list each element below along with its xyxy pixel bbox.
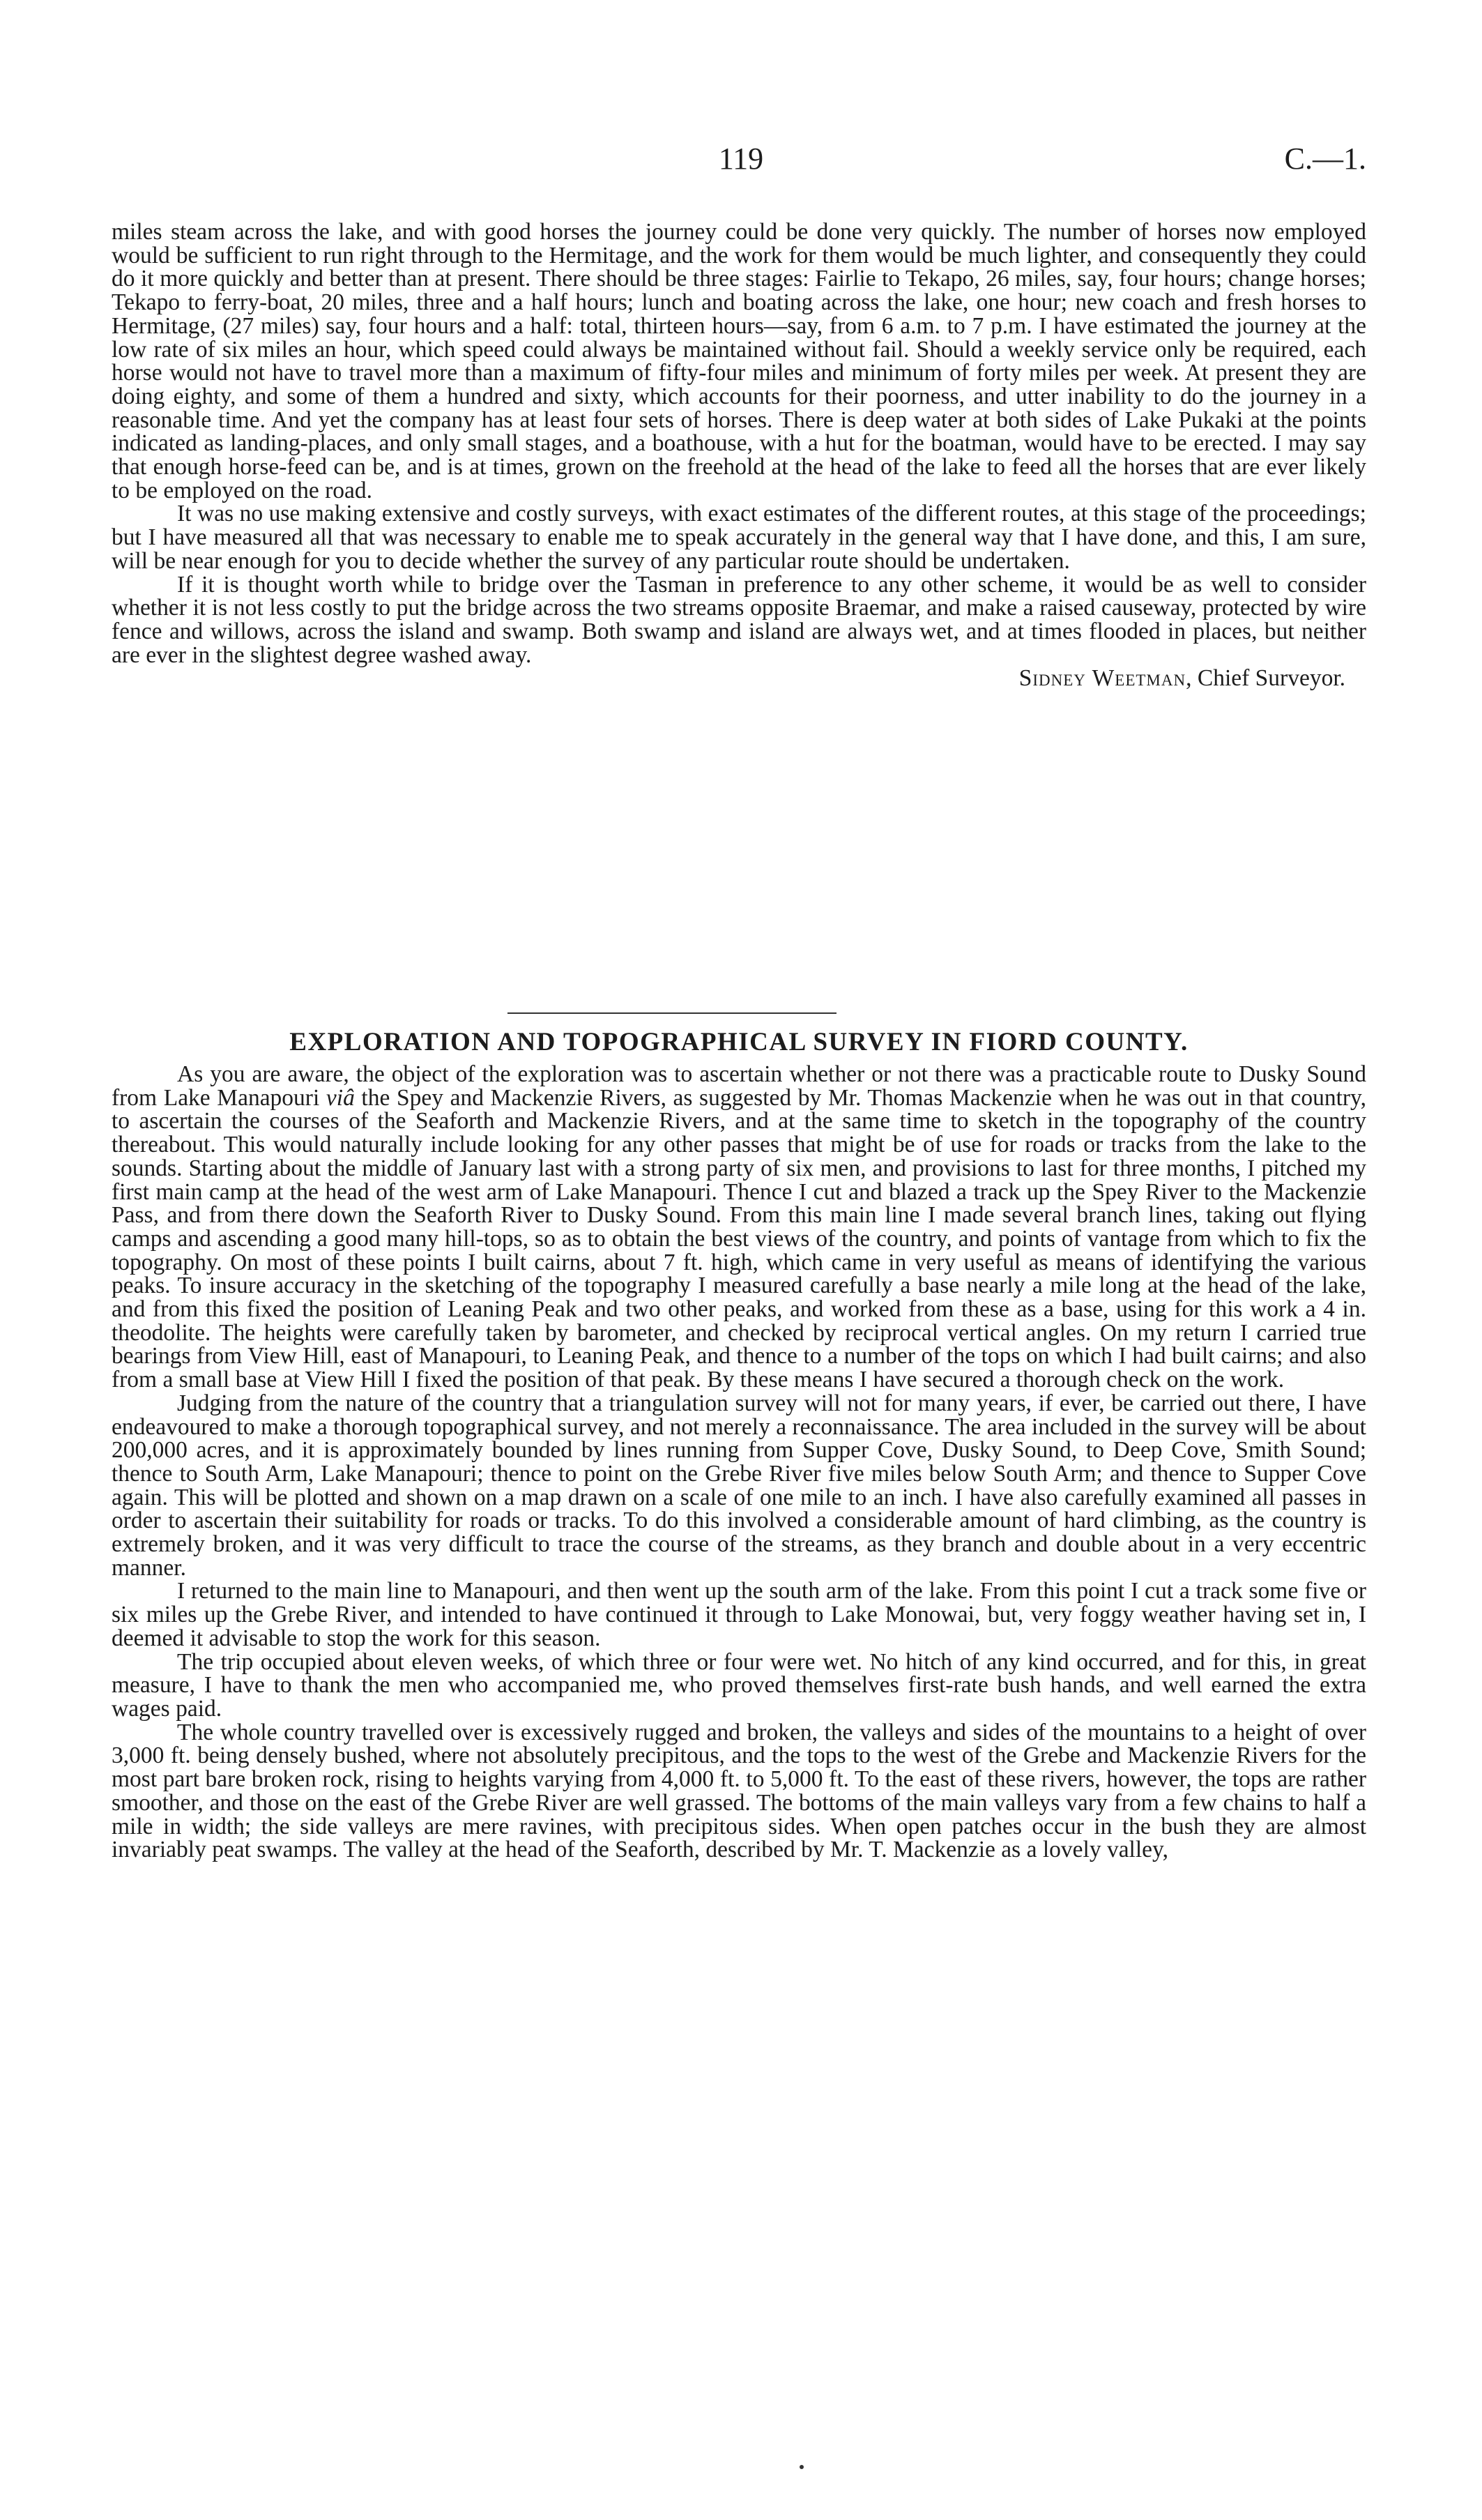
signature-name: Sidney Weetman [1018,665,1186,692]
stray-mark [800,2465,804,2469]
section-weetman-report [112,220,1366,690]
section-divider [507,1012,837,1014]
page-number: 119 [718,142,764,176]
paragraph: miles steam across the lake, and with good horses the journey could be done very quickly. The number of horses now employed would be sufficient to run right through to the Hermitage, and the work for them would be much lighter, and consequently they could do it more quickly and better than at present. There should be three stages: Fairlie to Tekapo, 26 miles, say, four hours; change horses; Tekapo to ferry-boat, 20 miles, three and a half hours; lunch and boating across the lake, one hour; new coach and fresh horses to Hermitage, (27 miles) say, four hours and a half: total, thirteen hours—say, from 6 a.m. to 7 p.m. I have estimated the journey at the low rate of six miles an hour, which speed could always be maintained without fail. Should a weekly service only be required, each horse would not have to travel more than a maximum of fifty-four miles and minimum of forty miles per week. At present they are doing eighty, and some of them a hundred and sixty, which accounts for their poorness, and utter inability to do the journey in a reasonable time. And yet the company has at least four sets of horses. There is deep water at both sides of Lake Pukaki at the points indicated as landing-places, and only small stages, and a boathouse, with a hut for the boatman, would have to be erected. I may say that enough horse-feed can be, and is at times, grown on the freehold at the head of the lake to feed all the horses that are ever likely to be employed on the road. [112,219,1366,503]
section-fiord-county [112,1063,1366,1862]
paragraph: Judging from the nature of the country that a triangulation survey will not for many years, if ever, be carried out there, I have endeavoured to make a thorough topographical survey, and not merely a reconnaissance. The area included in the survey will be about 200,000 acres, and it is approximately bounded by lines running from Supper Cove, Dusky Sound, to Deep Cove, Smith Sound; thence to South Arm, Lake Manapouri; thence to point on the Grebe River five miles below South Arm; and thence to Supper Cove again. This will be plotted and shown on a map drawn on a scale of one mile to an inch. I have also carefully examined all passes in order to ascertain their suitability for roads or tracks. To do this involved a considerable amount of hard climbing, as the country is extremely broken, and it was very difficult to trace the course of the streams, as they branch and double about in a very eccentric manner. [112,1390,1366,1581]
paragraph: I returned to the main line to Manapouri, and then went up the south arm of the lake. From this point I cut a track some five or six miles up the Grebe River, and intended to have continued it through to Lake Monowai, but, very foggy weather having set in, I deemed it advisable to stop the work for this season. [112,1578,1366,1651]
paragraph-text: As you are aware, the object of the exploration was to ascertain whether or not there was a practicable route to Dusky Sound from Lake Manapouri [112,1061,1366,1111]
signature [112,667,1366,690]
document-code: C.—1. [1284,142,1366,176]
paragraph [112,1063,1366,1392]
paragraph-text: the Spey and Mackenzie Rivers, as suggested by Mr. Thomas Mackenzie when he was out in that country, to ascertain the courses of the Seaforth and Mackenzie Rivers, and at the same time to sketch in the topography of the country thereabout. This would naturally include looking for any other passes that might be of use for roads or tracks from the lake to the sounds. Starting about the middle of January last with a strong party of six men, and provisions to last for three months, I pitched my first main camp at the head of the west arm of Lake Manapouri. Thence I cut and blazed a track up the Spey River to the Mackenzie Pass, and from there down the Seaforth River to Dusky Sound. From this main line I made several branch lines, taking out flying camps and ascending a good many hill-tops, so as to obtain the best views of the country, and points of vantage from which to fix the topography. On most of these points I built cairns, about 7 ft. high, which came in very useful as means of identifying the various peaks. To insure accuracy in the sketching of the topography I measured carefully a base nearly a mile long at the head of the lake, and from this fixed the position of Leaning Peak and two other peaks, and worked from these as a base, using for this work a 4 in. theodolite. The heights were carefully taken by barometer, and checked by reciprocal vertical angles. On my return I carried true bearings from View Hill, east of Manapouri, to Leaning Peak, and thence to a number of the tops on which I had built cairns; and also from a small base at View Hill I fixed the position of that peak. By these means I have secured a thorough check on the work. [112,1084,1367,1393]
italic-via: viâ [326,1084,355,1111]
signature-title: , Chief Surveyor. [1186,665,1345,692]
paragraph: The whole country travelled over is excessively rugged and broken, the valleys and sides of the mountains to a height of over 3,000 ft. being densely bushed, where not absolutely precipitous, and the tops to the west of the Grebe and Mackenzie Rivers for the most part bare broken rock, rising to heights varying from 4,000 ft. to 5,000 ft. To the east of these rivers, however, the tops are rather smoother, and those on the east of the Grebe River are well grassed. The bottoms of the main valleys vary from a few chains to half a mile in width; the side valleys are mere ravines, with precipitous sides. When open patches occur in the bush they are almost invariably peat swamps. The valley at the head of the Seaforth, described by Mr. T. Mackenzie as a lovely valley, [112,1719,1366,1863]
section-heading: EXPLORATION AND TOPOGRAPHICAL SURVEY IN FIORD COUNTY. [289,1028,1189,1056]
paragraph: The trip occupied about eleven weeks, of which three or four were wet. No hitch of any kind occurred, and for this, in great measure, I have to thank the men who accompanied me, who proved themselves first-rate bush hands, and well earned the extra wages paid. [112,1648,1366,1722]
paragraph: It was no use making extensive and costly surveys, with exact estimates of the different routes, at this stage of the proceedings; but I have measured all that was necessary to enable me to speak accurately in the general way that I have done, and this, I am sure, will be near enough for you to decide whether the survey of any particular route should be undertaken. [112,501,1366,574]
paragraph: If it is thought worth while to bridge over the Tasman in preference to any other scheme, it would be as well to consider whether it is not less costly to put the bridge across the two streams opposite Braemar, and make a raised causeway, protected by wire fence and willows, across the island and swamp. Both swamp and island are always wet, and at times flooded in places, but neither are ever in the slightest degree washed away. [112,571,1366,668]
